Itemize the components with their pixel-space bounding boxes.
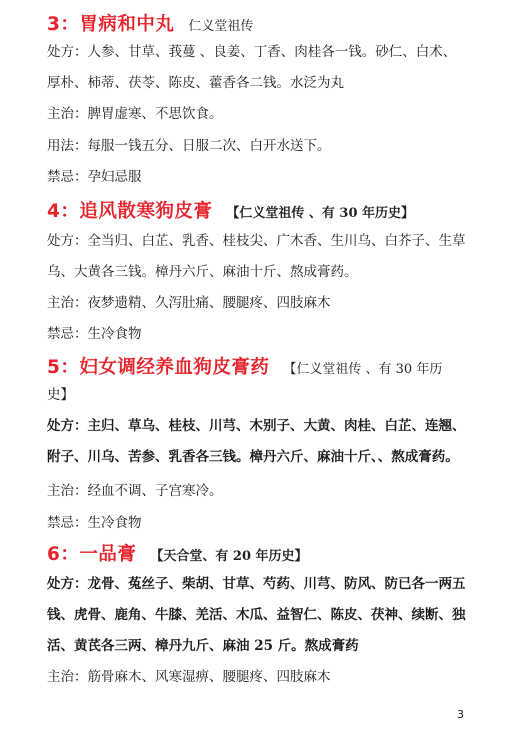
section-4-note: 【仁义堂祖传 、有 30 年历史】: [226, 206, 415, 221]
section-5-heading: [47, 353, 487, 379]
section-3-title: 3：胃病和中丸: [47, 14, 175, 35]
section-6-line: 活、黄芪各三两、樟丹九斤、麻油 25 斤。熬成膏药: [47, 638, 359, 654]
section-6-heading: [47, 540, 487, 566]
section-3-line: 主治：脾胃虚寒、不思饮食。: [47, 106, 223, 122]
section-4-line: 乌、大黄各三钱。樟丹六斤、麻油十斤、熬成膏药。: [47, 264, 358, 280]
section-4-title: 4：追风散寒狗皮膏: [47, 201, 213, 222]
section-5-note-continuation: 史】: [47, 387, 74, 403]
section-6-line: 主治：筋骨麻木、风寒湿痹、腰腿疼、四肢麻木: [47, 669, 331, 685]
section-4-line: 处方：全当归、白芷、乳香、桂枝尖、广木香、生川乌、白芥子、生草: [47, 233, 466, 249]
section-4-line: 禁忌：生冷食物: [47, 326, 142, 342]
page-number: 3: [457, 708, 464, 721]
section-3-line: 处方：人参、甘草、莪蔓 、良姜、丁香、肉桂各一钱。砂仁、白术、: [47, 44, 457, 60]
section-6-line: 处方：龙骨、菟丝子、柴胡、甘草、芍药、川芎、防风、防已各一两五: [47, 576, 466, 592]
section-5-line: 禁忌：生冷食物: [47, 515, 142, 531]
section-5-title: 5：妇女调经养血狗皮膏药: [47, 357, 270, 378]
section-6-note: 【天合堂、有 20 年历史】: [150, 549, 308, 564]
section-3-line: 禁忌：孕妇忌服: [47, 169, 142, 185]
section-3-line: 厚朴、柿蒂、茯苓、陈皮、藿香各二钱。水泛为丸: [47, 75, 344, 91]
section-3-line: 用法：每服一钱五分、日服二次、白开水送下。: [47, 138, 331, 154]
section-3-heading: [47, 10, 487, 36]
section-6-line: 钱、虎骨、鹿角、牛膝、羌活、木瓜、益智仁、陈皮、茯神、续断、独: [47, 607, 466, 623]
section-5-note: 【仁义堂祖传 、有 30 年历: [283, 362, 443, 377]
section-6-title: 6：一品膏: [47, 544, 137, 565]
section-4-heading: [47, 197, 487, 223]
section-4-line: 主治：夜梦遗精、久泻肚痛、腰腿疼、四肢麻木: [47, 295, 331, 311]
section-5-line: 主治：经血不调、子宫寒冷。: [47, 483, 223, 499]
section-5-line: 附子、川乌、苦参、乳香各三钱。樟丹六斤、麻油十斤、、熬成膏药。: [47, 449, 459, 465]
section-5-line: 处方：主归、草乌、桂枝、川芎、木别子、大黄、肉桂、白芷、连翘、: [47, 418, 466, 434]
section-3-note: 仁义堂祖传: [188, 19, 254, 34]
